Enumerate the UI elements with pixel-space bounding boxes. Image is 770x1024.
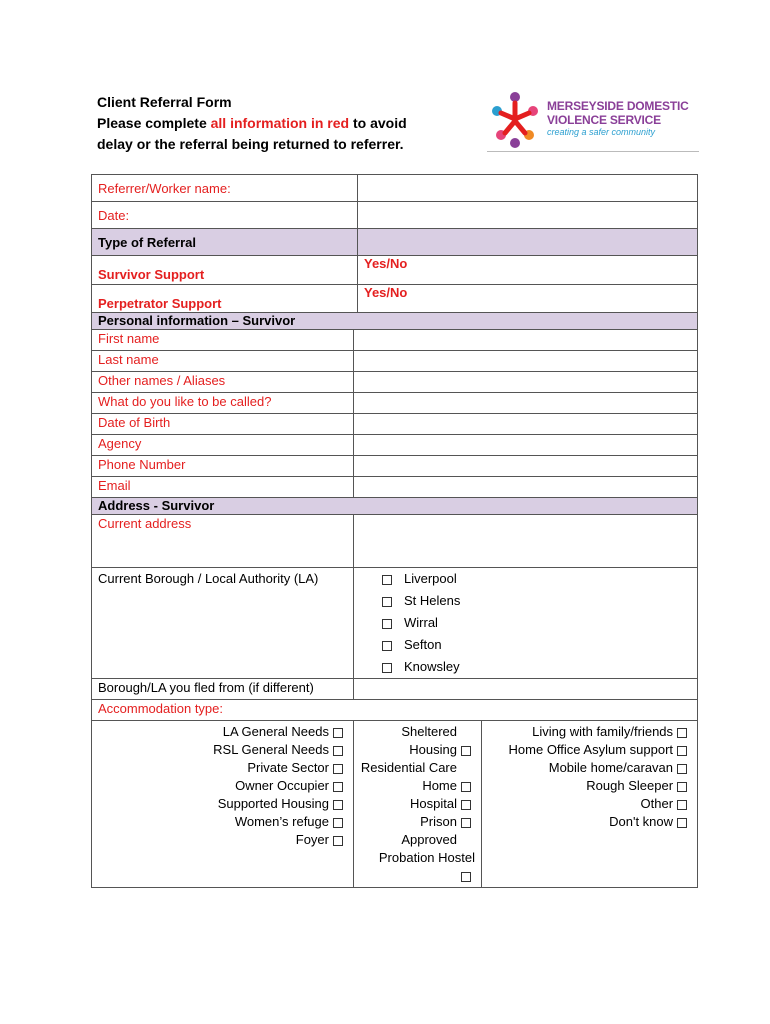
accommodation-type-label: Accommodation type: xyxy=(92,700,698,721)
checkbox-icon[interactable] xyxy=(333,818,343,828)
fled-from-field[interactable] xyxy=(354,679,698,700)
form-instruction-cont: delay or the referral being returned to referrer. xyxy=(97,136,404,152)
checkbox-icon[interactable] xyxy=(677,746,687,756)
checkbox-icon[interactable] xyxy=(461,818,471,828)
borough-option[interactable]: St Helens xyxy=(378,590,691,612)
date-of-birth-label: Date of Birth xyxy=(92,414,354,435)
perpetrator-support-value[interactable]: Yes/No xyxy=(358,285,698,314)
fled-from-label: Borough/LA you fled from (if different) xyxy=(92,679,354,700)
first-name-label: First name xyxy=(92,330,354,351)
worker-name-label: Referrer/Worker name: xyxy=(92,175,358,202)
borough-option[interactable]: Knowsley xyxy=(378,656,691,678)
checkbox-icon[interactable] xyxy=(461,800,471,810)
phone-number-label: Phone Number xyxy=(92,456,354,477)
date-label: Date: xyxy=(92,202,358,229)
checkbox-icon[interactable] xyxy=(333,800,343,810)
checkbox-icon[interactable] xyxy=(677,728,687,738)
checkbox-icon[interactable] xyxy=(677,800,687,810)
form-instruction: Please complete all information in red to avoid xyxy=(97,115,407,131)
email-field[interactable] xyxy=(354,477,698,498)
worker-name-field[interactable] xyxy=(358,175,698,202)
survivor-support-value[interactable]: Yes/No xyxy=(358,256,698,285)
last-name-field[interactable] xyxy=(354,351,698,372)
checkbox-icon[interactable] xyxy=(677,818,687,828)
form-header xyxy=(97,92,477,155)
instruction-highlight: all information in red xyxy=(210,115,350,131)
address-heading: Address - Survivor xyxy=(92,498,698,515)
logo-tagline: creating a safer community xyxy=(547,127,656,137)
checkbox-icon[interactable] xyxy=(677,764,687,774)
checkbox-icon[interactable] xyxy=(333,746,343,756)
current-address-label: Current address xyxy=(92,515,354,568)
people-circle-logo-icon xyxy=(487,89,543,149)
accommodation-column-1: LA General Needs RSL General Needs Private Sector Owner Occupier Supported Housing Women’s refuge Foyer xyxy=(92,721,354,888)
checkbox-icon[interactable] xyxy=(333,764,343,774)
date-of-birth-field[interactable] xyxy=(354,414,698,435)
checkbox-icon[interactable] xyxy=(382,597,392,607)
current-borough-label: Current Borough / Local Authority (LA) xyxy=(92,568,354,679)
email-label: Email xyxy=(92,477,354,498)
borough-options xyxy=(354,568,698,679)
personal-info-heading: Personal information – Survivor xyxy=(92,313,698,330)
other-names-label: Other names / Aliases xyxy=(92,372,354,393)
checkbox-icon[interactable] xyxy=(382,619,392,629)
phone-number-field[interactable] xyxy=(354,456,698,477)
accommodation-column-2: Sheltered Housing Residential Care Home Hospital Prison Approved Probation Hostel xyxy=(354,721,482,888)
checkbox-icon[interactable] xyxy=(333,836,343,846)
date-field[interactable] xyxy=(358,202,698,229)
agency-label: Agency xyxy=(92,435,354,456)
checkbox-icon[interactable] xyxy=(677,782,687,792)
form-title: Client Referral Form xyxy=(97,94,232,110)
logo-name-line1: MERSEYSIDE DOMESTIC xyxy=(547,99,689,113)
accommodation-column-3: Living with family/friends Home Office Asylum support Mobile home/caravan Rough Sleeper Other Don't know xyxy=(482,721,698,888)
checkbox-icon[interactable] xyxy=(461,782,471,792)
checkbox-icon[interactable] xyxy=(382,663,392,673)
perpetrator-support-label: Perpetrator Support xyxy=(92,285,358,314)
preferred-name-field[interactable] xyxy=(354,393,698,414)
first-name-field[interactable] xyxy=(354,330,698,351)
checkbox-icon[interactable] xyxy=(333,728,343,738)
checkbox-icon[interactable] xyxy=(382,641,392,651)
referral-type-heading: Type of Referral xyxy=(92,229,358,256)
survivor-details-table xyxy=(91,312,698,888)
logo-name-line2: VIOLENCE SERVICE xyxy=(547,113,661,127)
other-names-field[interactable] xyxy=(354,372,698,393)
survivor-support-label: Survivor Support xyxy=(92,256,358,285)
checkbox-icon[interactable] xyxy=(461,746,471,756)
preferred-name-label: What do you like to be called? xyxy=(92,393,354,414)
referral-table xyxy=(91,174,698,314)
current-address-field[interactable] xyxy=(354,515,698,568)
borough-option[interactable]: Liverpool xyxy=(378,568,691,590)
checkbox-icon[interactable] xyxy=(461,872,471,882)
last-name-label: Last name xyxy=(92,351,354,372)
organisation-logo xyxy=(487,87,699,152)
checkbox-icon[interactable] xyxy=(333,782,343,792)
borough-option[interactable]: Sefton xyxy=(378,634,691,656)
checkbox-icon[interactable] xyxy=(382,575,392,585)
agency-field[interactable] xyxy=(354,435,698,456)
borough-option[interactable]: Wirral xyxy=(378,612,691,634)
